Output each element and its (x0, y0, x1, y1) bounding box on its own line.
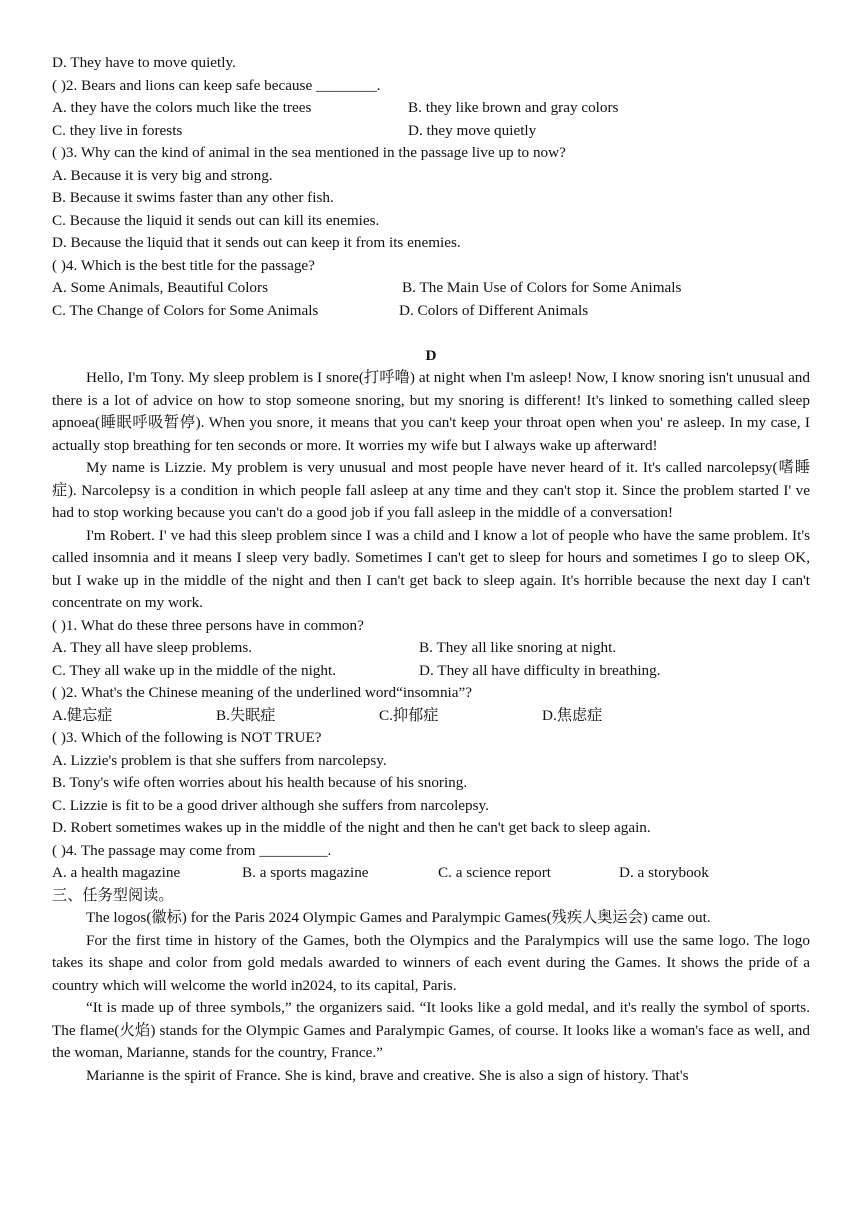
option-a: A. They all have sleep problems. (52, 639, 253, 656)
passage-paragraph: Hello, I'm Tony. My sleep problem is I snore(打呼噜) at night when I'm asleep! Now, I know snoring isn't unusual and there is a lot of advice on how to stop someone snoring, but my snoring is different! It's linked to something called sleep apnoea(睡眠呼吸暂停). When you snore, it means that you can't keep your throat open when you' re asleep. In my case, I actually stop breathing for ten seconds or more. It worries my wife but I always wake up afterward! (52, 369, 810, 454)
option-c: C. The Change of Colors for Some Animals (52, 301, 319, 319)
passage-paragraph: “It is made up of three symbols,” the organizers said. “It looks like a gold medal, and it's really the symbol of sports. The flame(火焰) stands for the Olympic Games and Paralympic Games, of course. It looks like a woman's face as well, and the woman, Marianne, stands for the country, France.” (52, 999, 810, 1061)
option-a: A. Lizzie's problem is that she suffers from narcolepsy. (52, 751, 387, 769)
passage-paragraph: My name is Lizzie. My problem is very unusual and most people have never heard of it. It's called narcolepsy(嗜睡症). Narcolepsy is a condition in which people fall asleep at any time and they can't stop it. Since the problem started I' ve had to stop working because you can't do a good job if you fall asleep in the middle of a conversation! (52, 459, 810, 521)
option-c: C.抑郁症 (379, 706, 439, 724)
question-stem: ( )1. What do these three persons have in common? (52, 616, 364, 634)
option-row (52, 97, 810, 120)
option-d: D.焦虑症 (542, 706, 603, 724)
option-d: D. Robert sometimes wakes up in the middle of the night and then he can't get back to sleep again. (52, 819, 651, 836)
option-d: D. Colors of Different Animals (399, 301, 589, 319)
option-b: B. Because it swims faster than any other fish. (52, 189, 334, 206)
question-stem: ( )2. Bears and lions can keep safe because ________. (52, 76, 381, 94)
question-stem: ( )4. Which is the best title for the passage? (52, 256, 315, 274)
option-row (52, 705, 810, 728)
option-b: B.失眠症 (216, 706, 276, 724)
option-b: B. a sports magazine (242, 864, 369, 881)
option-a: A. Because it is very big and strong. (52, 166, 273, 184)
option-row (52, 120, 810, 143)
question-stem: ( )4. The passage may come from _________. (52, 841, 332, 859)
option-a: A. a health magazine (52, 864, 181, 881)
option-row (52, 862, 810, 885)
question-stem: ( )3. Why can the kind of animal in the sea mentioned in the passage live up to now? (52, 144, 566, 161)
option-b: B. They all like snoring at night. (419, 639, 617, 656)
option-c: C. They all wake up in the middle of the night. (52, 661, 337, 679)
option-a: A.健忘症 (52, 706, 113, 724)
option-b: B. they like brown and gray colors (408, 99, 619, 116)
option-row (52, 300, 810, 323)
section-heading: 三、任务型阅读。 (52, 886, 174, 904)
passage-paragraph: For the first time in history of the Games, both the Olympics and the Paralympics will use the same logo. The logo takes its shape and color from gold medals awarded to winners of each event during the Games. It shows the pride of a country which will welcome the world in2024, to its capital, Paris. (52, 931, 810, 994)
option-row (52, 277, 810, 300)
option-row (52, 660, 810, 683)
option-c: C. they live in forests (52, 121, 183, 139)
section-title: D (425, 346, 437, 364)
option-a: A. they have the colors much like the trees (52, 99, 312, 116)
passage-paragraph: Marianne is the spirit of France. She is kind, brave and creative. She is also a sign of history. That's (86, 1066, 689, 1084)
option-row (52, 637, 810, 660)
option-d: D. They all have difficulty in breathing. (419, 661, 661, 679)
option-d: D. Because the liquid that it sends out can keep it from its enemies. (52, 234, 461, 251)
option-d: D. They have to move quietly. (52, 54, 236, 71)
passage-paragraph: The logos(徽标) for the Paris 2024 Olympic Games and Paralympic Games(残疾人奥运会) came out. (86, 909, 711, 926)
option-c: C. Because the liquid it sends out can kill its enemies. (52, 211, 380, 229)
option-b: B. The Main Use of Colors for Some Animals (402, 279, 682, 296)
document-page (52, 52, 810, 1087)
option-d: D. a storybook (619, 864, 709, 881)
option-b: B. Tony's wife often worries about his health because of his snoring. (52, 774, 468, 791)
option-c: C. Lizzie is fit to be a good driver although she suffers from narcolepsy. (52, 796, 489, 814)
option-a: A. Some Animals, Beautiful Colors (52, 279, 268, 296)
question-stem: ( )2. What's the Chinese meaning of the underlined word“insomnia”? (52, 684, 472, 701)
question-stem: ( )3. Which of the following is NOT TRUE? (52, 729, 322, 746)
option-c: C. a science report (438, 864, 552, 881)
option-d: D. they move quietly (408, 121, 537, 139)
spacer (52, 322, 810, 345)
passage-paragraph: I'm Robert. I' ve had this sleep problem since I was a child and I know a lot of people who have the same problem. It's called insomnia and it means I sleep very badly. Sometimes I can't get to sleep for hours and sometimes I go to sleep OK, but I wake up in the middle of the night and then I can't get back to sleep again. It's horrible because the next day I can't concentrate on my work. (52, 526, 810, 611)
